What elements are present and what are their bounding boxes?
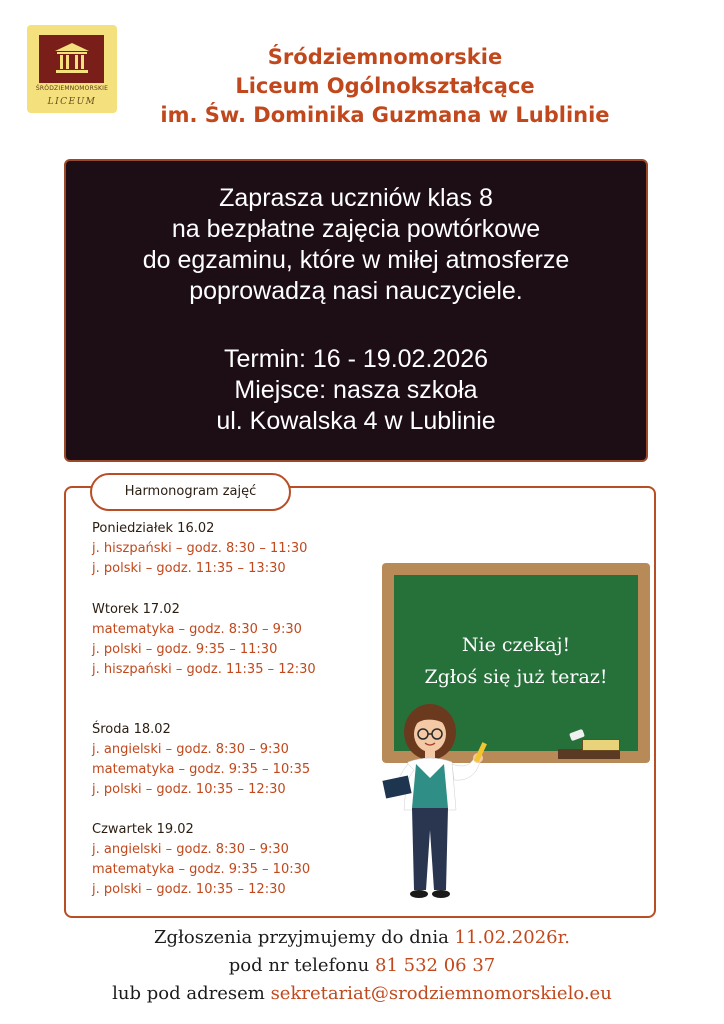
lesson-item: j. hiszpański – godz. 11:35 – 12:30: [92, 662, 316, 677]
logo-frame: [39, 35, 104, 83]
phone-line: [0, 952, 724, 980]
chalkboard-line-1: Nie czekaj!: [461, 634, 571, 656]
school-logo: [27, 25, 117, 113]
invitation-line: do egzaminu, które w miłej atmosferze: [142, 246, 570, 274]
email-label: lub pod adresem: [112, 983, 271, 1004]
day-name: Czwartek 19.02: [92, 822, 194, 837]
lesson-item: j. angielski – godz. 8:30 – 9:30: [92, 742, 289, 757]
title-line-1: Śródziemnomorskie: [267, 45, 503, 69]
event-date: Termin: 16 - 19.02.2026: [223, 345, 489, 373]
lesson-item: j. angielski – godz. 8:30 – 9:30: [92, 842, 289, 857]
lesson-item: matematyka – godz. 8:30 – 9:30: [92, 622, 302, 637]
title-line-3: im. Św. Dominika Guzmana w Lublinie: [160, 103, 610, 127]
event-details: [66, 344, 646, 437]
email-address[interactable]: sekretariat@srodziemnomorskielo.eu: [270, 983, 612, 1004]
invitation-line: poprowadzą nasi nauczyciele.: [189, 277, 523, 305]
event-address: ul. Kowalska 4 w Lublinie: [216, 407, 496, 435]
event-place: Miejsce: nasza szkoła: [234, 376, 478, 404]
schedule-day: [92, 600, 316, 680]
logo-text-bottom: LICEUM: [47, 97, 97, 107]
invitation-text: [66, 183, 646, 307]
school-title: [130, 43, 640, 130]
lesson-item: j. polski – godz. 9:35 – 11:30: [92, 642, 278, 657]
day-name: Wtorek 17.02: [92, 602, 180, 617]
teacher-illustration: [380, 700, 500, 905]
schedule-title: Harmonogram zajęć: [90, 473, 291, 511]
deadline-label: Zgłoszenia przyjmujemy do dnia: [154, 927, 455, 948]
title-line-2: Liceum Ogólnokształcące: [235, 74, 535, 98]
invitation-box: [64, 159, 648, 462]
contact-info: [0, 924, 724, 1008]
phone-number[interactable]: 81 532 06 37: [375, 955, 496, 976]
phone-label: pod nr telefonu: [228, 955, 375, 976]
email-line: [0, 980, 724, 1008]
deadline-line: [0, 924, 724, 952]
invitation-line: na bezpłatne zajęcia powtórkowe: [171, 215, 541, 243]
lesson-item: matematyka – godz. 9:35 – 10:35: [92, 762, 311, 777]
schedule-day: [92, 820, 310, 900]
eraser-icon: [582, 739, 620, 751]
lesson-item: j. polski – godz. 10:35 – 12:30: [92, 782, 286, 797]
lesson-item: j. hiszpański – godz. 8:30 – 11:30: [92, 541, 308, 556]
schedule-day: [92, 519, 307, 579]
lesson-item: matematyka – godz. 9:35 – 10:30: [92, 862, 311, 877]
lesson-item: j. polski – godz. 11:35 – 13:30: [92, 561, 286, 576]
schedule-day: [92, 720, 310, 800]
invitation-line: Zaprasza uczniów klas 8: [219, 184, 493, 212]
building-icon: [53, 41, 91, 77]
chalkboard-message: [382, 629, 650, 693]
lesson-item: j. polski – godz. 10:35 – 12:30: [92, 882, 286, 897]
logo-text-top: ŚRÓDZIEMNOMORSKIE: [35, 85, 109, 92]
chalkboard-line-2: Zgłoś się już teraz!: [424, 666, 608, 688]
day-name: Środa 18.02: [92, 722, 171, 737]
deadline-date: 11.02.2026r.: [454, 927, 570, 948]
day-name: Poniedziałek 16.02: [92, 521, 215, 536]
